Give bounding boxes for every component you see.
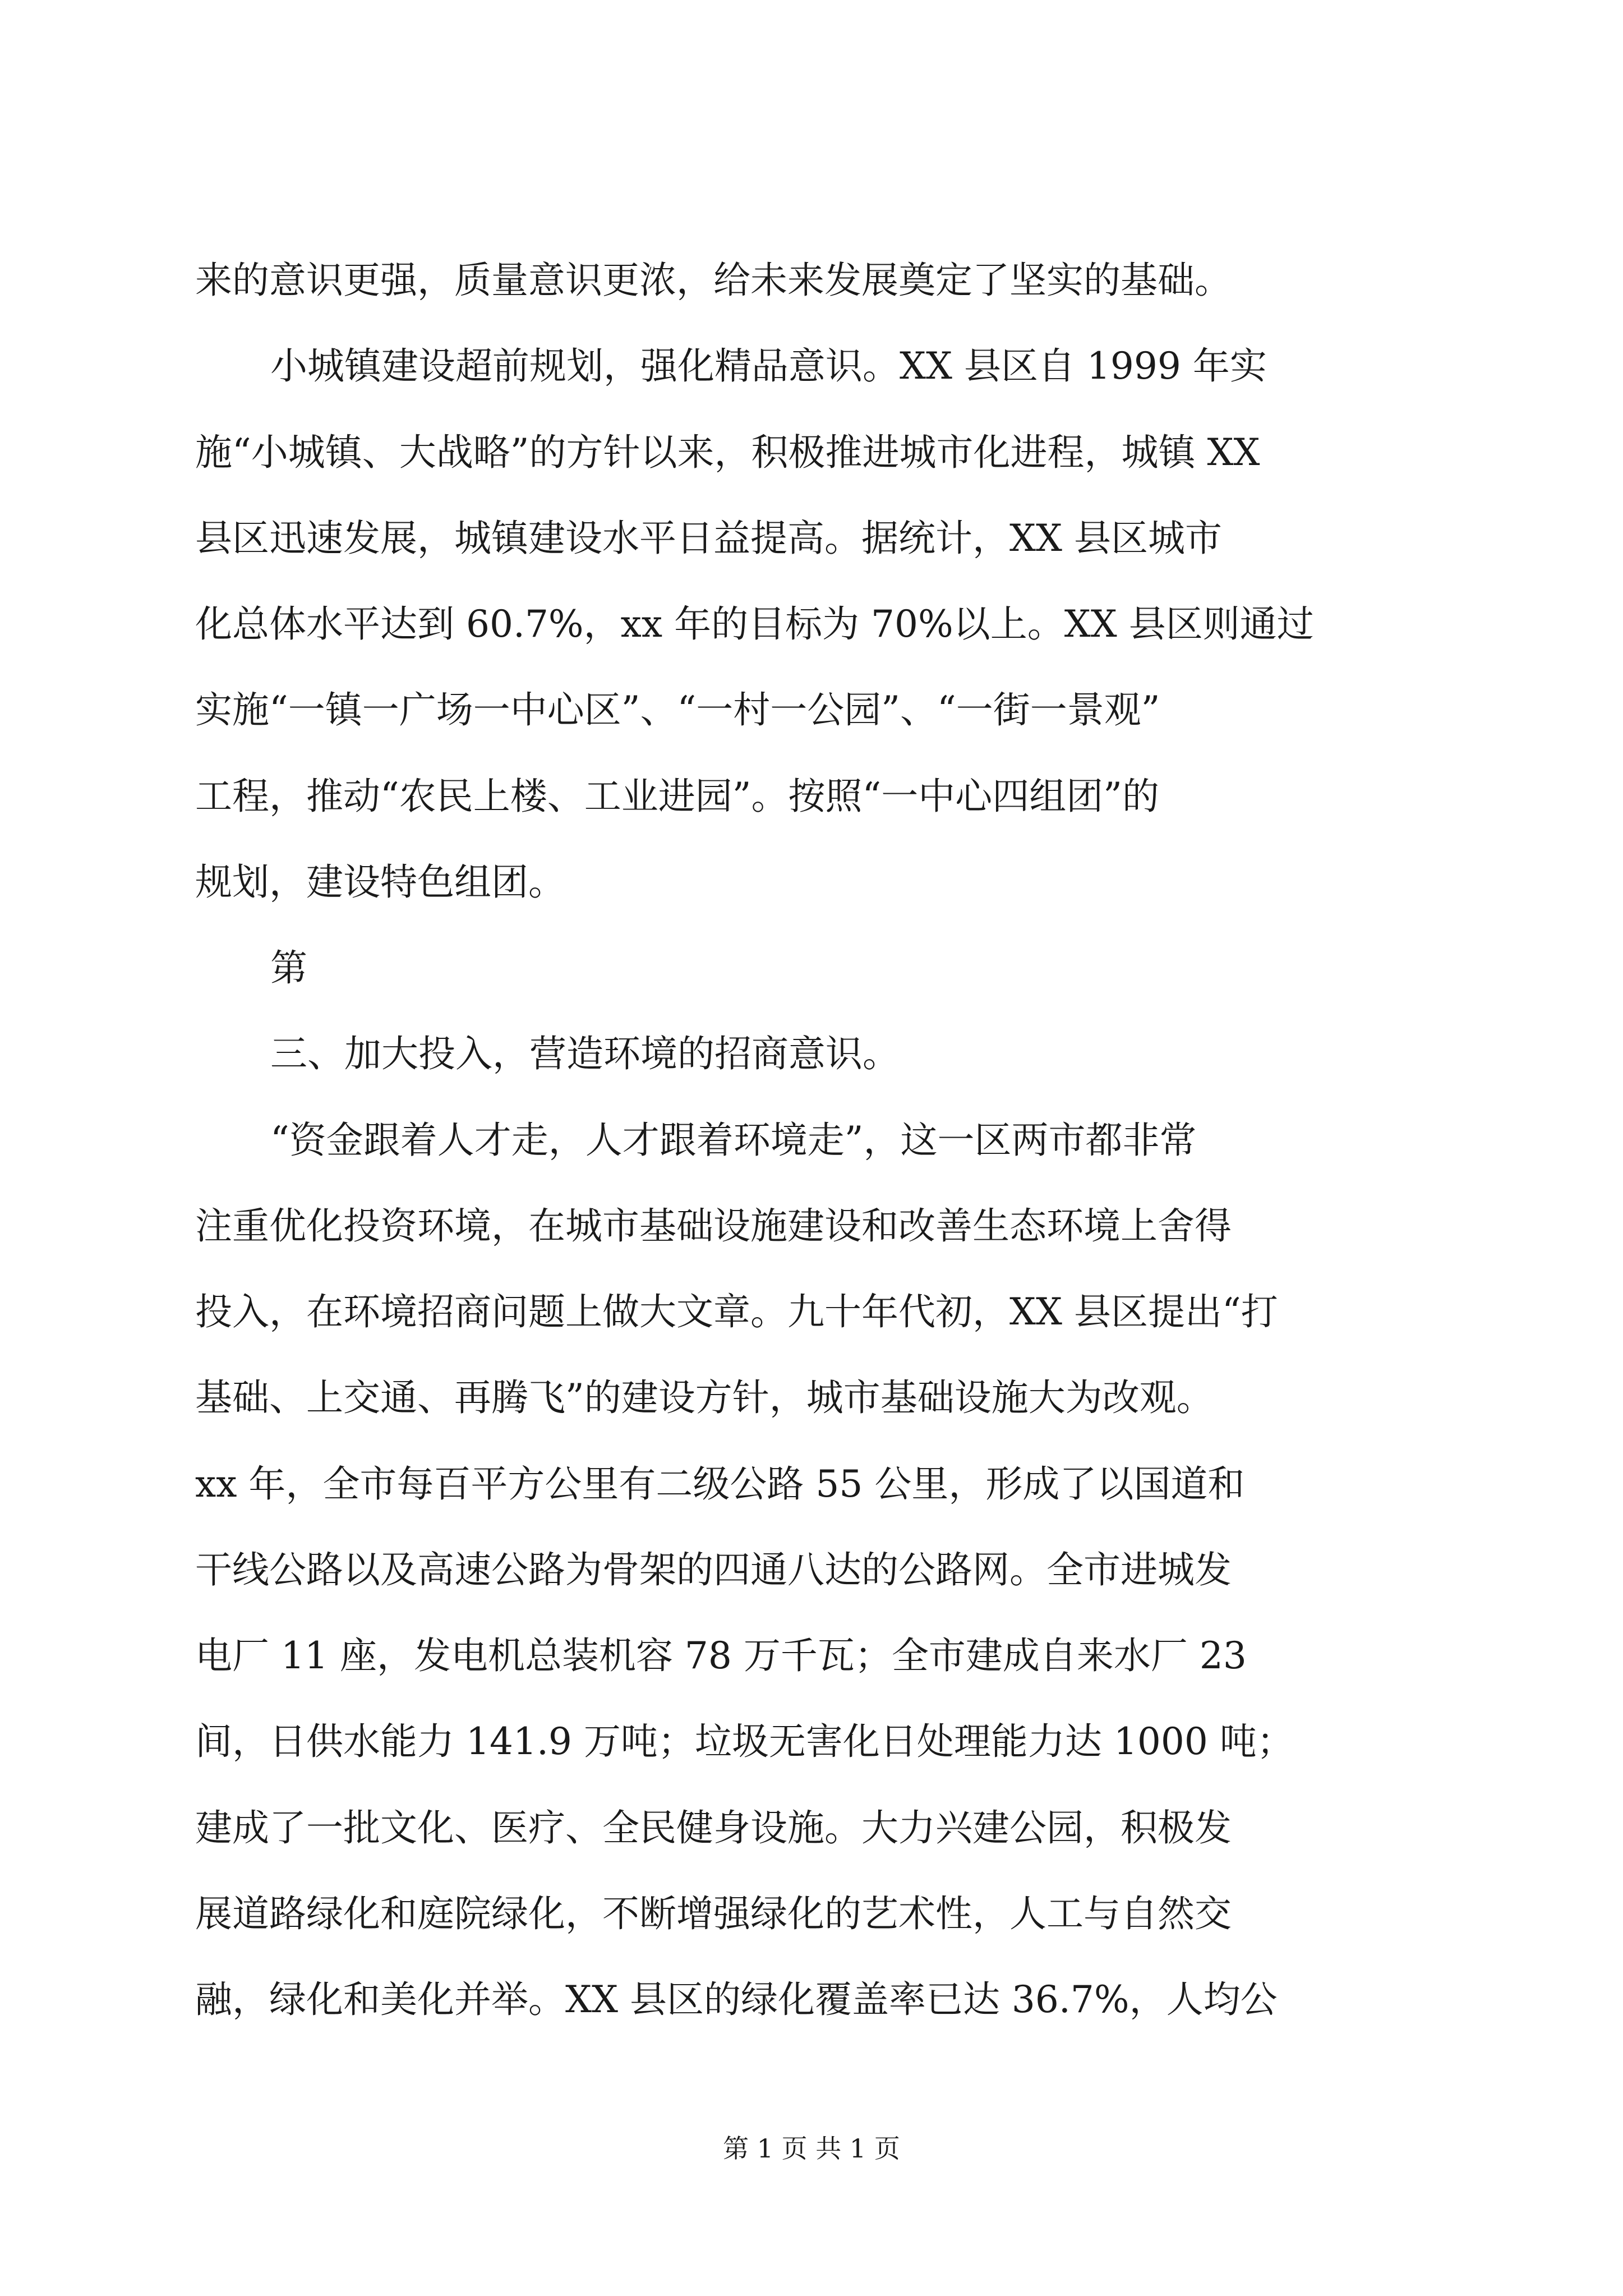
paragraph-line-13: 投入，在环境招商问题上做大文章。九十年代初，XX 县区提出“打 xyxy=(195,1290,1278,1333)
section-heading: 三、加大投入，营造环境的招商意识。 xyxy=(270,1032,900,1075)
page-footer: 第 1 页 共 1 页 xyxy=(723,2133,900,2164)
paragraph-line-20: 展道路绿化和庭院绿化，不断增强绿化的艺术性，人工与自然交 xyxy=(195,1892,1232,1935)
paragraph-line-5: 化总体水平达到 60.7%，xx 年的目标为 70%以上。XX 县区则通过 xyxy=(195,602,1314,646)
paragraph-line-8: 规划，建设特色组团。 xyxy=(195,861,565,904)
paragraph-line-7: 工程，推动“农民上楼、工业进园”。按照“一中心四组团”的 xyxy=(195,775,1159,818)
paragraph-line-1: 来的意识更强，质量意识更浓，给未来发展奠定了坚实的基础。 xyxy=(195,259,1232,302)
paragraph-line-12: 注重优化投资环境，在城市基础设施建设和改善生态环境上舍得 xyxy=(195,1204,1232,1248)
paragraph-line-17: 电厂 11 座，发电机总装机容 78 万千瓦；全市建成自来水厂 23 xyxy=(195,1634,1247,1677)
paragraph-line-15: xx 年，全市每百平方公里有二级公路 55 公里，形成了以国道和 xyxy=(195,1462,1245,1506)
paragraph-line-19: 建成了一批文化、医疗、全民健身设施。大力兴建公园，积极发 xyxy=(195,1806,1232,1849)
paragraph-line-9: 第 xyxy=(270,946,307,990)
paragraph-line-16: 干线公路以及高速公路为骨架的四通八达的公路网。全市进城发 xyxy=(195,1548,1232,1591)
paragraph-line-14: 基础、上交通、再腾飞”的建设方针，城市基础设施大为改观。 xyxy=(195,1376,1214,1419)
paragraph-line-6: 实施“一镇一广场一中心区”、“一村一公园”、“一街一景观” xyxy=(195,688,1160,731)
paragraph-line-21: 融，绿化和美化并举。XX 县区的绿化覆盖率已达 36.7%，人均公 xyxy=(195,1978,1278,2021)
paragraph-line-4: 县区迅速发展，城镇建设水平日益提高。据统计，XX 县区城市 xyxy=(195,517,1222,560)
paragraph-line-2: 小城镇建设超前规划，强化精品意识。XX 县区自 1999 年实 xyxy=(270,344,1267,388)
paragraph-line-18: 间，日供水能力 141.9 万吨；垃圾无害化日处理能力达 1000 吨； xyxy=(195,1720,1294,1763)
paragraph-line-3: 施“小城镇、大战略”的方针以来，积极推进城市化进程，城镇 XX xyxy=(195,431,1260,474)
paragraph-line-11: “资金跟着人才走，人才跟着环境走”，这一区两市都非常 xyxy=(270,1119,1197,1162)
